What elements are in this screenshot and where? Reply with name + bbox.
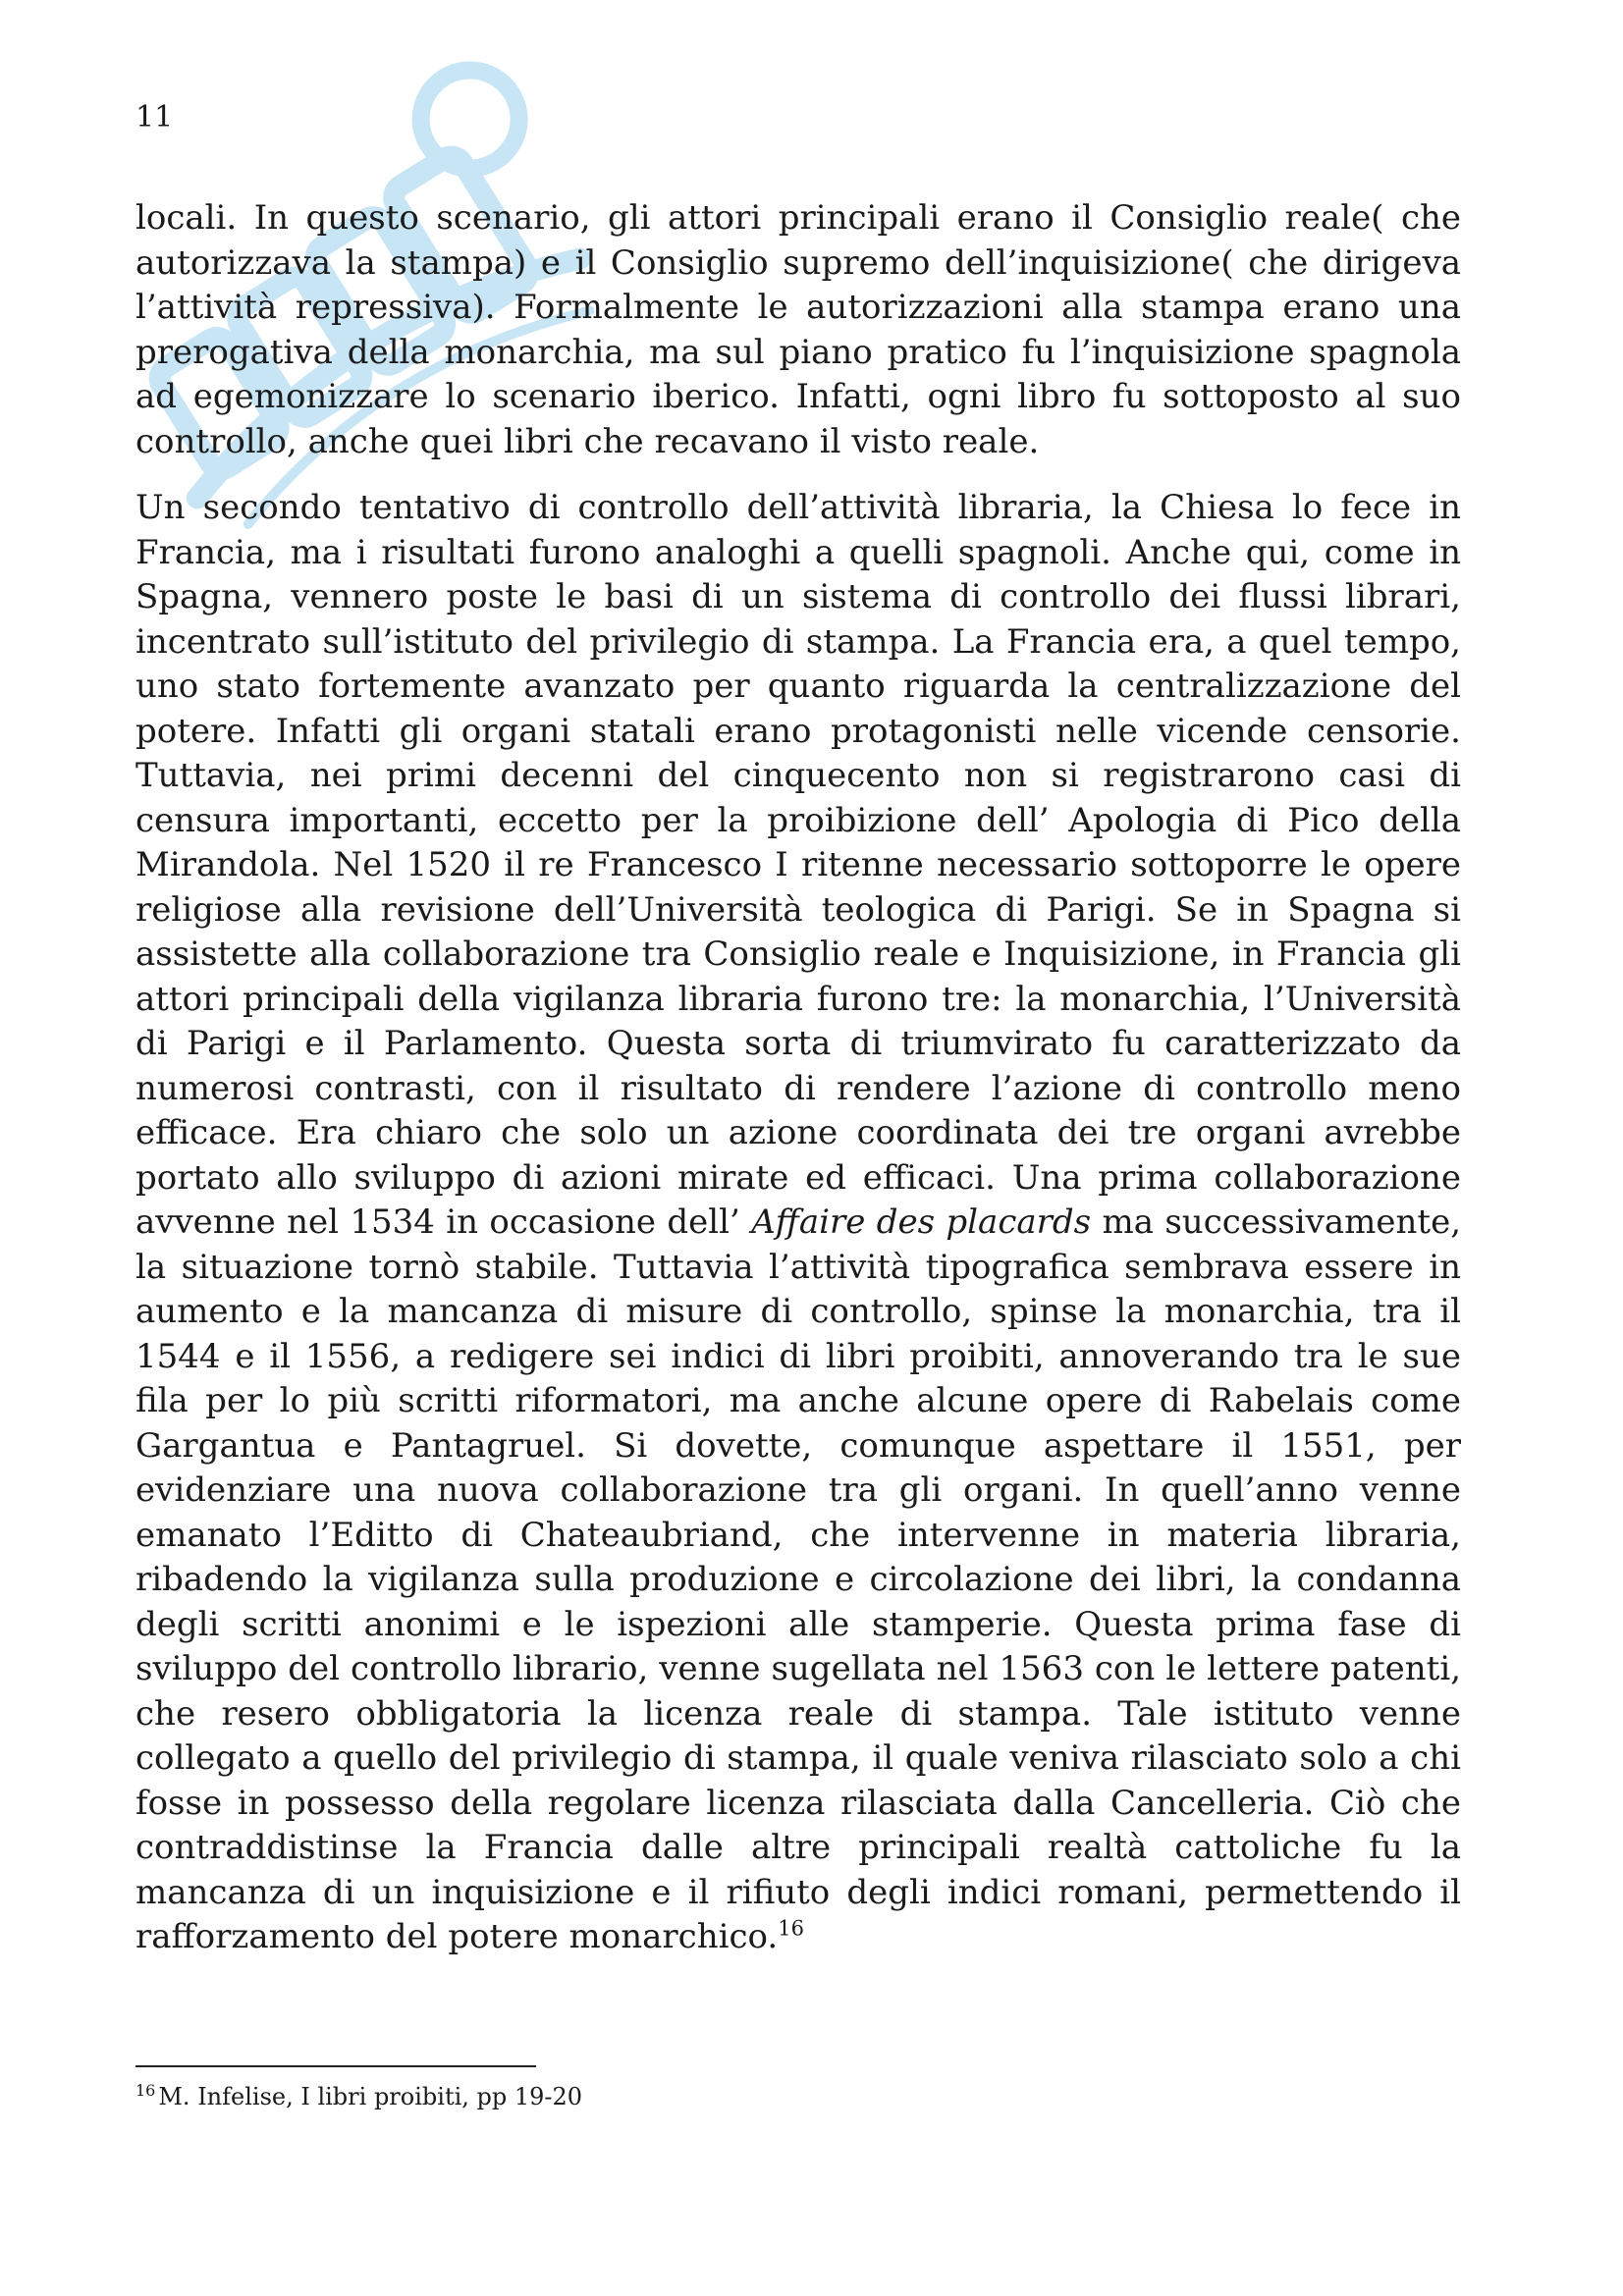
footnote-number: 16: [135, 2081, 156, 2100]
paragraph-2-text-b: ma successivamente, la situazione tornò stabile. Tuttavia l’attività tipografica sembrava essere in aumento e la mancanza di misure di controllo, spinse la monarchia, tra il 1544 e il 1556, a redigere sei indici di libri proibiti, annoverando tra le sue fila per lo più scritti riformatori, ma anche alcune opere di Rabelais come Gargantua e Pantagruel. Si dovette, comunque aspettare il 1551, per evidenziare una nuova collaborazione tra gli organi. In quell’anno venne emanato l’Editto di Chateaubriand, che intervenne in materia libraria, ribadendo la vigilanza sulla produzione e circolazione dei libri, la condanna degli scritti anonimi e le ispezioni alle stamperie. Questa prima fase di sviluppo del controllo librario, venne sugellata nel 1563 con le lettere patenti, che resero obbligatoria la licenza reale di stampa. Tale istituto venne collegato a quello del privilegio di stampa, il quale veniva rilasciato solo a chi fosse in possesso della regolare licenza rilasciata dalla Cancelleria. Ciò che contraddistinse la Francia dalle altre principali realtà cattoliche fu la mancanza di un inquisizione e il rifiuto degli indici romani, permettendo il rafforzamento del potere monarchico.: [135, 1202, 1461, 1956]
footnote-divider: [135, 2065, 536, 2067]
paragraph-2: [135, 486, 1461, 1960]
footnote-text: M. Infelise, I libri proibiti, pp 19-20: [158, 2083, 583, 2110]
footnote: [135, 2081, 582, 2112]
body-text: [135, 196, 1461, 1960]
paragraph-1: locali. In questo scenario, gli attori principali erano il Consiglio reale( che autorizzava la stampa) e il Consiglio supremo dell’inquisizione( che dirigeva l’attività repressiva). Formalmente le autorizzazioni alla stampa erano una prerogativa della monarchia, ma sul piano pratico fu l’inquisizione spagnola ad egemonizzare lo scenario iberico. Infatti, ogni libro fu sottoposto al suo controllo, anche quei libri che recavano il visto reale.: [135, 198, 1461, 461]
footnote-reference[interactable]: 16: [778, 1916, 804, 1941]
page-number: 11: [135, 100, 174, 134]
italic-title-affaire-des-placards: Affaire des placards: [751, 1202, 1092, 1242]
paragraph-2-text-a: Un secondo tentativo di controllo dell’attività libraria, la Chiesa lo fece in Francia, ma i risultati furono analoghi a quelli spagnoli. Anche qui, come in Spagna, vennero poste le basi di un sistema di controllo dei flussi librari, incentrato sull’istituto del privilegio di stampa. La Francia era, a quel tempo, uno stato fortemente avanzato per quanto riguarda la centralizzazione del potere. Infatti gli organi statali erano protagonisti nelle vicende censorie. Tuttavia, nei primi decenni del cinquecento non si registrarono casi di censura importanti, eccetto per la proibizione dell’ Apologia di Pico della Mirandola. Nel 1520 il re Francesco I ritenne necessario sottoporre le opere religiose alla revisione dell’Università teologica di Parigi. Se in Spagna si assistette alla collaborazione tra Consiglio reale e Inquisizione, in Francia gli attori principali della vigilanza libraria furono tre: la monarchia, l’Università di Parigi e il Parlamento. Questa sorta di triumvirato fu caratterizzato da numerosi contrasti, con il risultato di rendere l’azione di controllo meno efficace. Era chiaro che solo un azione coordinata dei tre organi avrebbe portato allo sviluppo di azioni mirate ed efficaci. Una prima collaborazione avvenne nel 1534 in occasione dell’: [135, 488, 1461, 1242]
